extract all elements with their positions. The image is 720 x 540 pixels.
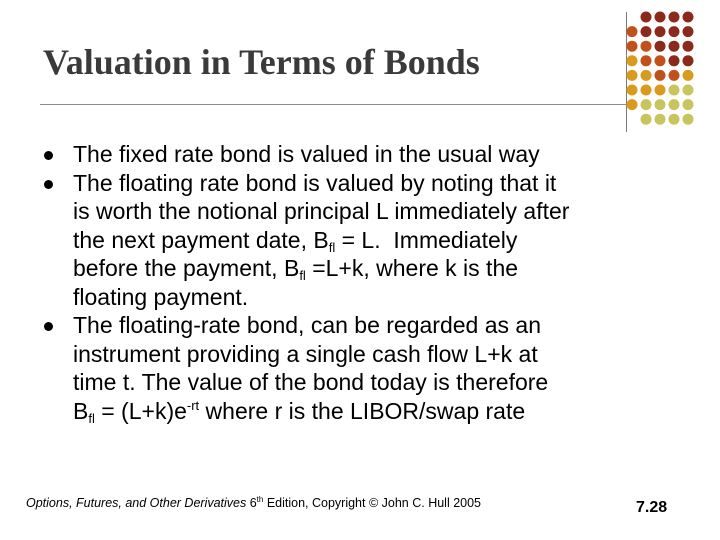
bullet-item [44,169,684,312]
decorative-dot [641,12,652,23]
text-run: is worth the notional principal L immediately after [73,198,570,224]
decorative-dot [627,85,638,96]
text-run: floating payment. [73,283,249,310]
bullet-line [73,169,684,198]
decorative-dot [655,26,666,37]
decorative-dot [669,114,680,125]
bullet-item [44,140,684,169]
footer-citation [26,496,481,510]
decorative-dot [655,41,666,52]
edition-suffix: th [256,495,264,504]
decorative-dot [683,114,694,125]
edition-copyright: Edition, Copyright © John C. Hull 2005 [263,496,482,510]
bullet-list [44,140,684,425]
decorative-dot [683,70,694,81]
edition-number: 6 [246,496,257,510]
decorative-dot [669,26,680,37]
subscript: fl [328,239,336,255]
subscript: fl [88,410,95,426]
decorative-dot [683,26,694,37]
decorative-dot [655,70,666,81]
text-run: time t. The value of the bond today is therefore [73,369,549,395]
decorative-dot [627,55,638,66]
decorative-dot [655,55,666,66]
bullet-line [73,397,684,426]
bullet-marker [44,322,53,331]
text-run: = L. Immediately [335,226,518,253]
decorative-dot [669,55,680,66]
decorative-dot [641,41,652,52]
bullet-line [73,226,684,255]
bullet-line [73,340,684,369]
book-title: Options, Futures, and Other Derivatives [26,496,247,510]
decorative-dot [641,99,652,110]
bullet-line [73,254,684,283]
decorative-dot [655,85,666,96]
decorative-dot [641,70,652,81]
text-run: The floating rate bond is valued by noting that it [73,169,557,196]
decorative-dot [669,70,680,81]
decorative-dot [655,114,666,125]
superscript: -rt [186,397,200,413]
page-number: 7.28 [636,499,668,516]
text-run: The fixed rate bond is valued in the usual way [73,141,540,167]
decorative-dot [669,12,680,23]
decorative-dot [641,55,652,66]
decorative-dot [641,114,652,125]
bullet-line [73,368,684,397]
bullet-line [73,311,684,340]
decorative-dot [683,85,694,96]
decorative-dot [683,12,694,23]
decorative-dot [627,41,638,52]
decorative-dot [655,99,666,110]
decorative-dot [683,55,694,66]
text-run: B [73,397,89,424]
text-run: The floating-rate bond, can be regarded as an [73,312,541,338]
decorative-dot [669,41,680,52]
vertical-divider [626,12,627,132]
text-run: = (L+k)e [94,397,187,424]
bullet-line [73,197,684,226]
text-run: instrument providing a single cash flow L+k at [73,340,538,367]
decorative-dot [627,26,638,37]
slide-title: Valuation in Terms of Bonds [43,42,480,82]
bullet-item [44,311,684,425]
decorative-dot [683,99,694,110]
text-run: the next payment date, B [73,226,329,253]
decorative-dot [669,99,680,110]
subscript: fl [299,268,306,283]
decorative-dot [655,12,666,23]
decorative-dot [641,85,652,96]
title-divider [40,104,636,105]
decorative-dot [669,85,680,96]
text-run: where r is the LIBOR/swap rate [199,397,526,424]
bullet-marker [44,180,53,189]
text-run: before the payment, B [73,255,300,281]
decorative-dot [641,26,652,37]
decorative-dot [627,70,638,81]
bullet-marker [44,151,53,160]
bullet-line [73,140,684,169]
bullet-line [73,283,684,312]
text-run: =L+k, where k is the [305,255,519,281]
decorative-dot [683,41,694,52]
